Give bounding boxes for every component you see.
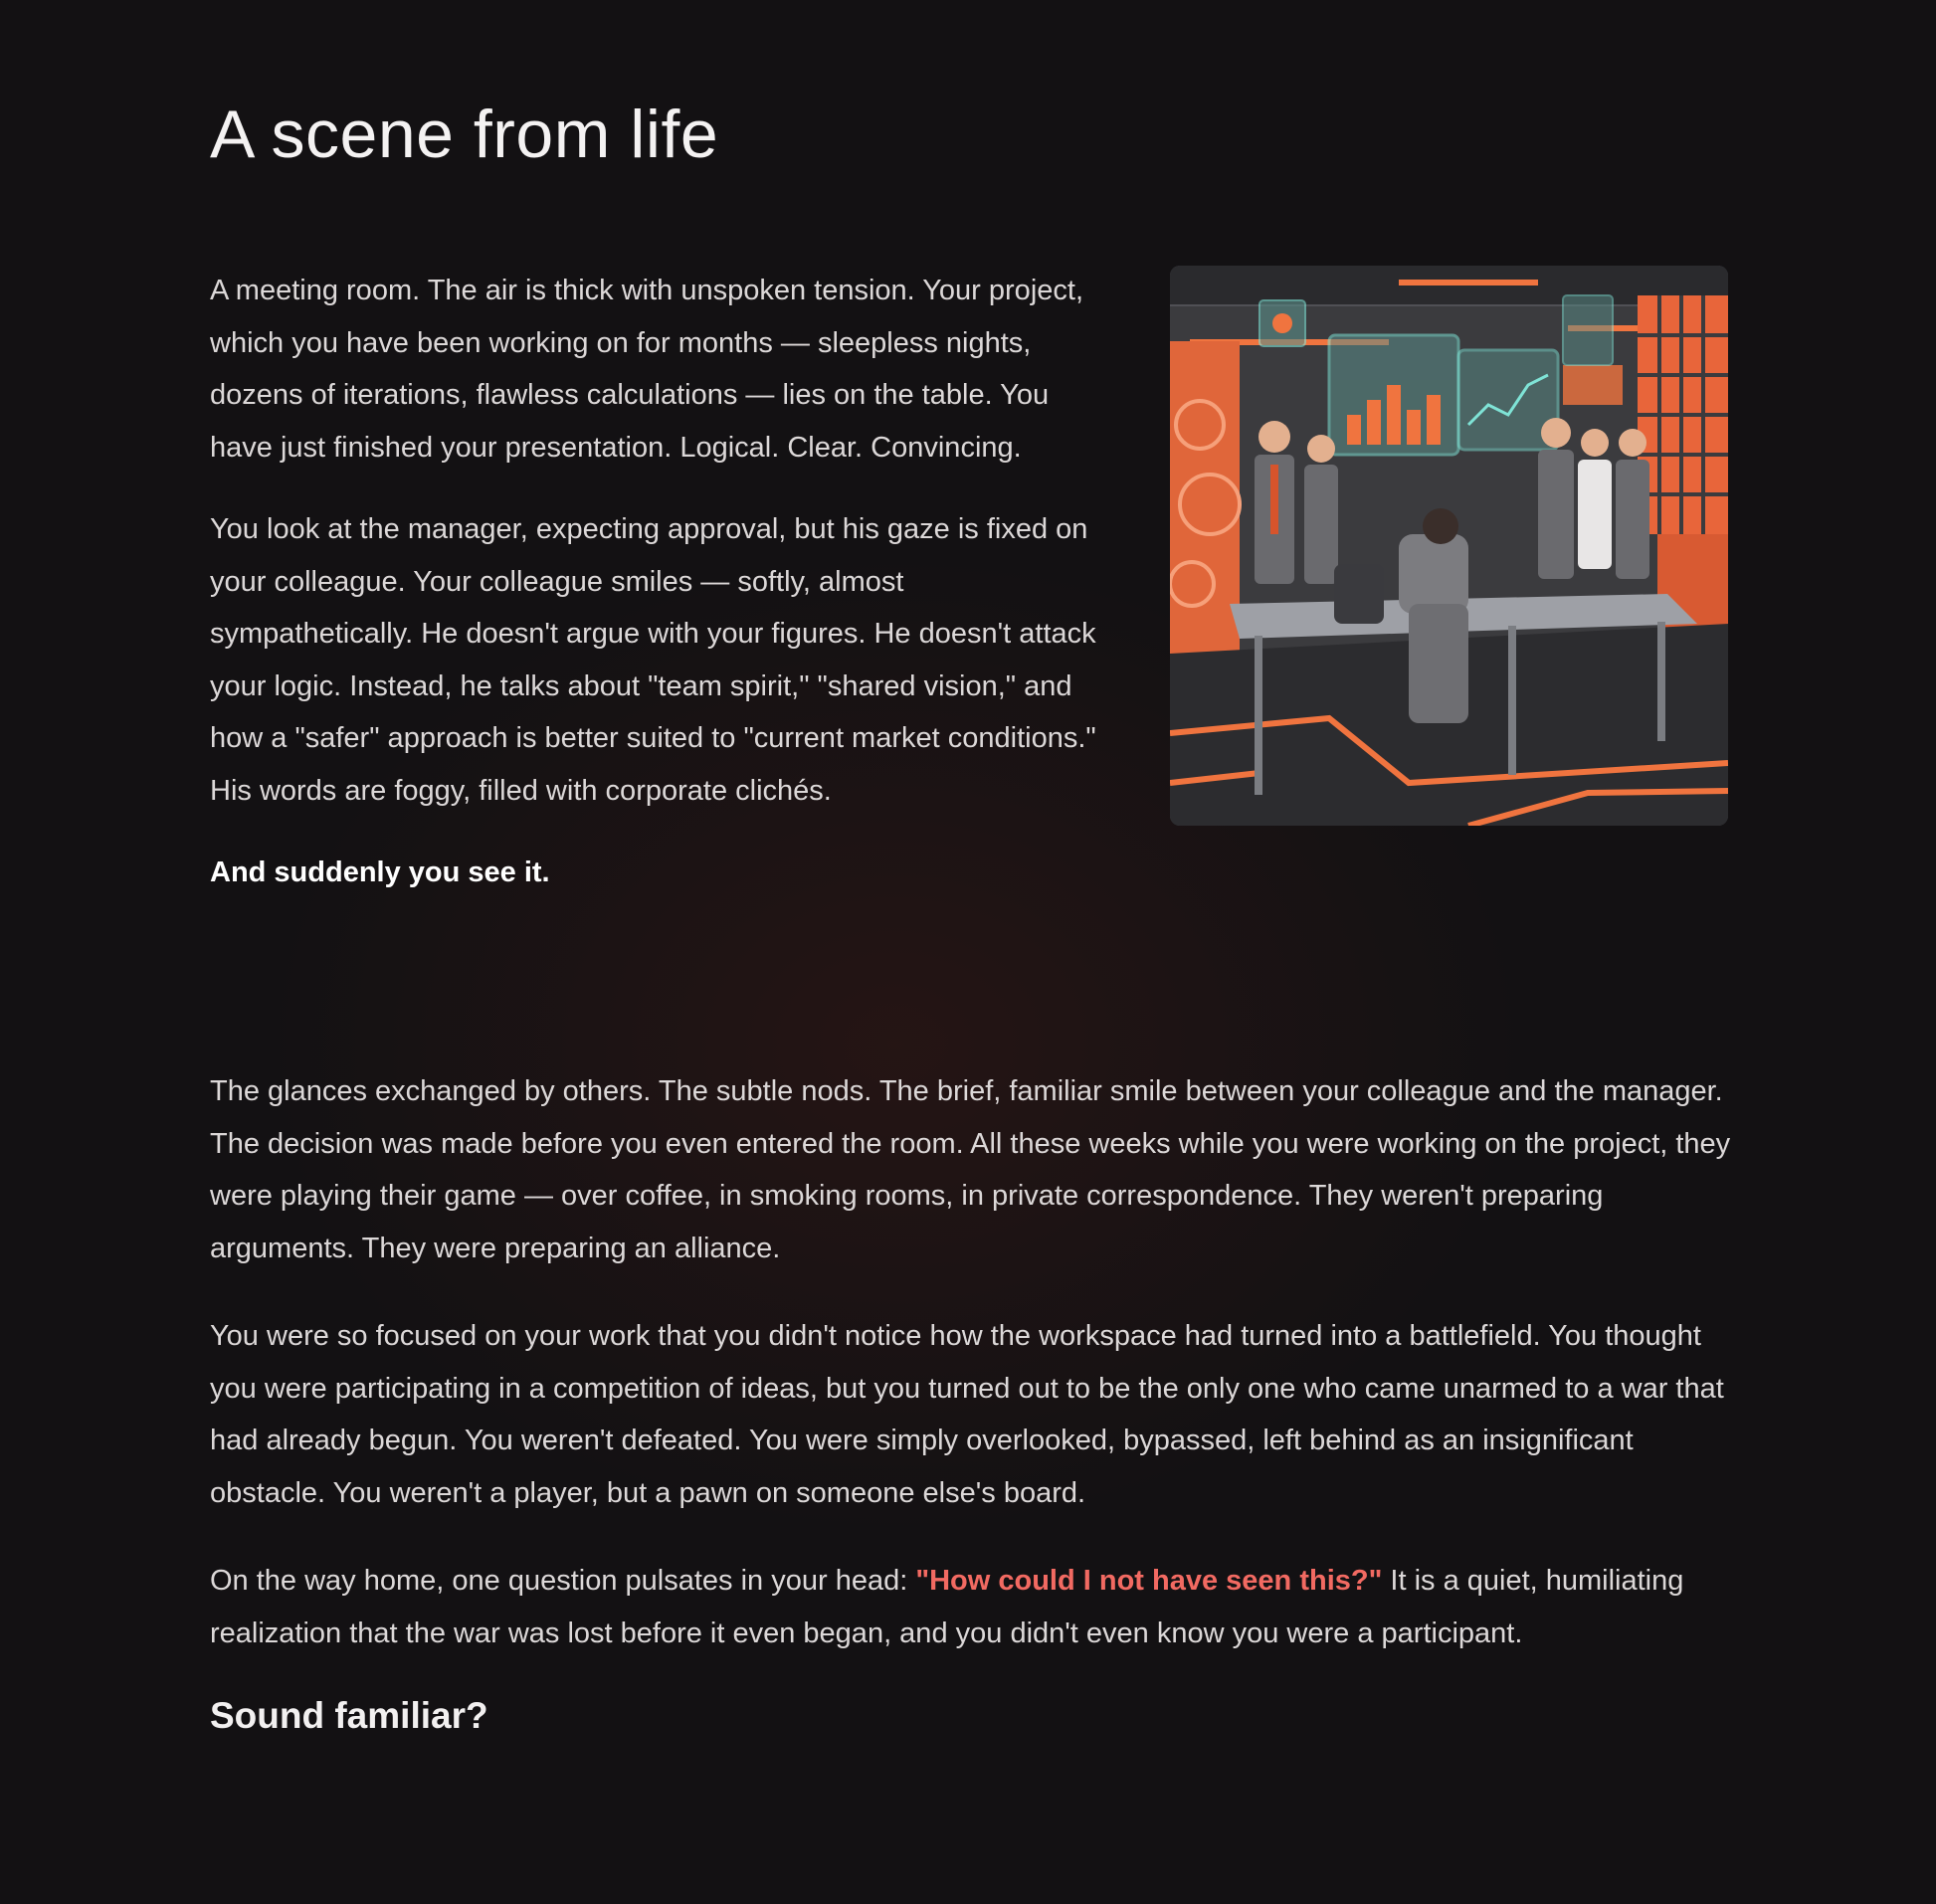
body-paragraph-1: The glances exchanged by others. The subtle nods. The brief, familiar smile between your colleague and the manager. The decision was made before you even entered the room. All these weeks while you were working on the project, they were playing their game — over coffee, in smoking rooms, in private correspondence. They weren't preparing arguments. They were preparing an alliance. — [210, 1075, 1731, 1264]
question-trailing-text: It is a quiet, humiliating realization that the war was lost before it even began, and you didn't even know you were a participant. — [210, 1565, 1684, 1649]
question-paragraph — [210, 1555, 1742, 1659]
body-section — [210, 1065, 1742, 1737]
page-title: A scene from life — [210, 96, 719, 172]
question-lead-text: On the way home, one question pulsates in your head: — [210, 1565, 916, 1597]
intro-paragraph-1: A meeting room. The air is thick with unspoken tension. Your project, which you have been working on for months — sleepless nights, dozens of iterations, flawless calculations — lies on the table. You have just finished your presentation. Logical. Clear. Convincing. — [210, 275, 1084, 464]
highlighted-question: "How could I not have seen this?" — [915, 1565, 1383, 1597]
intro-section — [210, 265, 1105, 898]
intro-paragraph-2: You look at the manager, expecting approval, but his gaze is fixed on your colleague. Your colleague smiles — softly, almost sympathetically. He doesn't argue with your figures. He doesn't attack your logic. Instead, he talks about "team spirit," "shared vision," and how a "safer" approach is better suited to "current market conditions." His words are foggy, filled with corporate clichés. — [210, 513, 1096, 807]
closing-heading: Sound familiar? — [210, 1695, 488, 1736]
body-paragraph-2: You were so focused on your work that you didn't notice how the workspace had turned into a battlefield. You thought you were participating in a competition of ideas, but you turned out to be the only one who came unarmed to a war that had already begun. You weren't defeated. You were simply overlooked, bypassed, left behind as an insignificant obstacle. You weren't a player, but a pawn on someone else's board. — [210, 1320, 1724, 1509]
emphasis-line: And suddenly you see it. — [210, 857, 550, 888]
meeting-room-illustration — [1170, 266, 1728, 826]
